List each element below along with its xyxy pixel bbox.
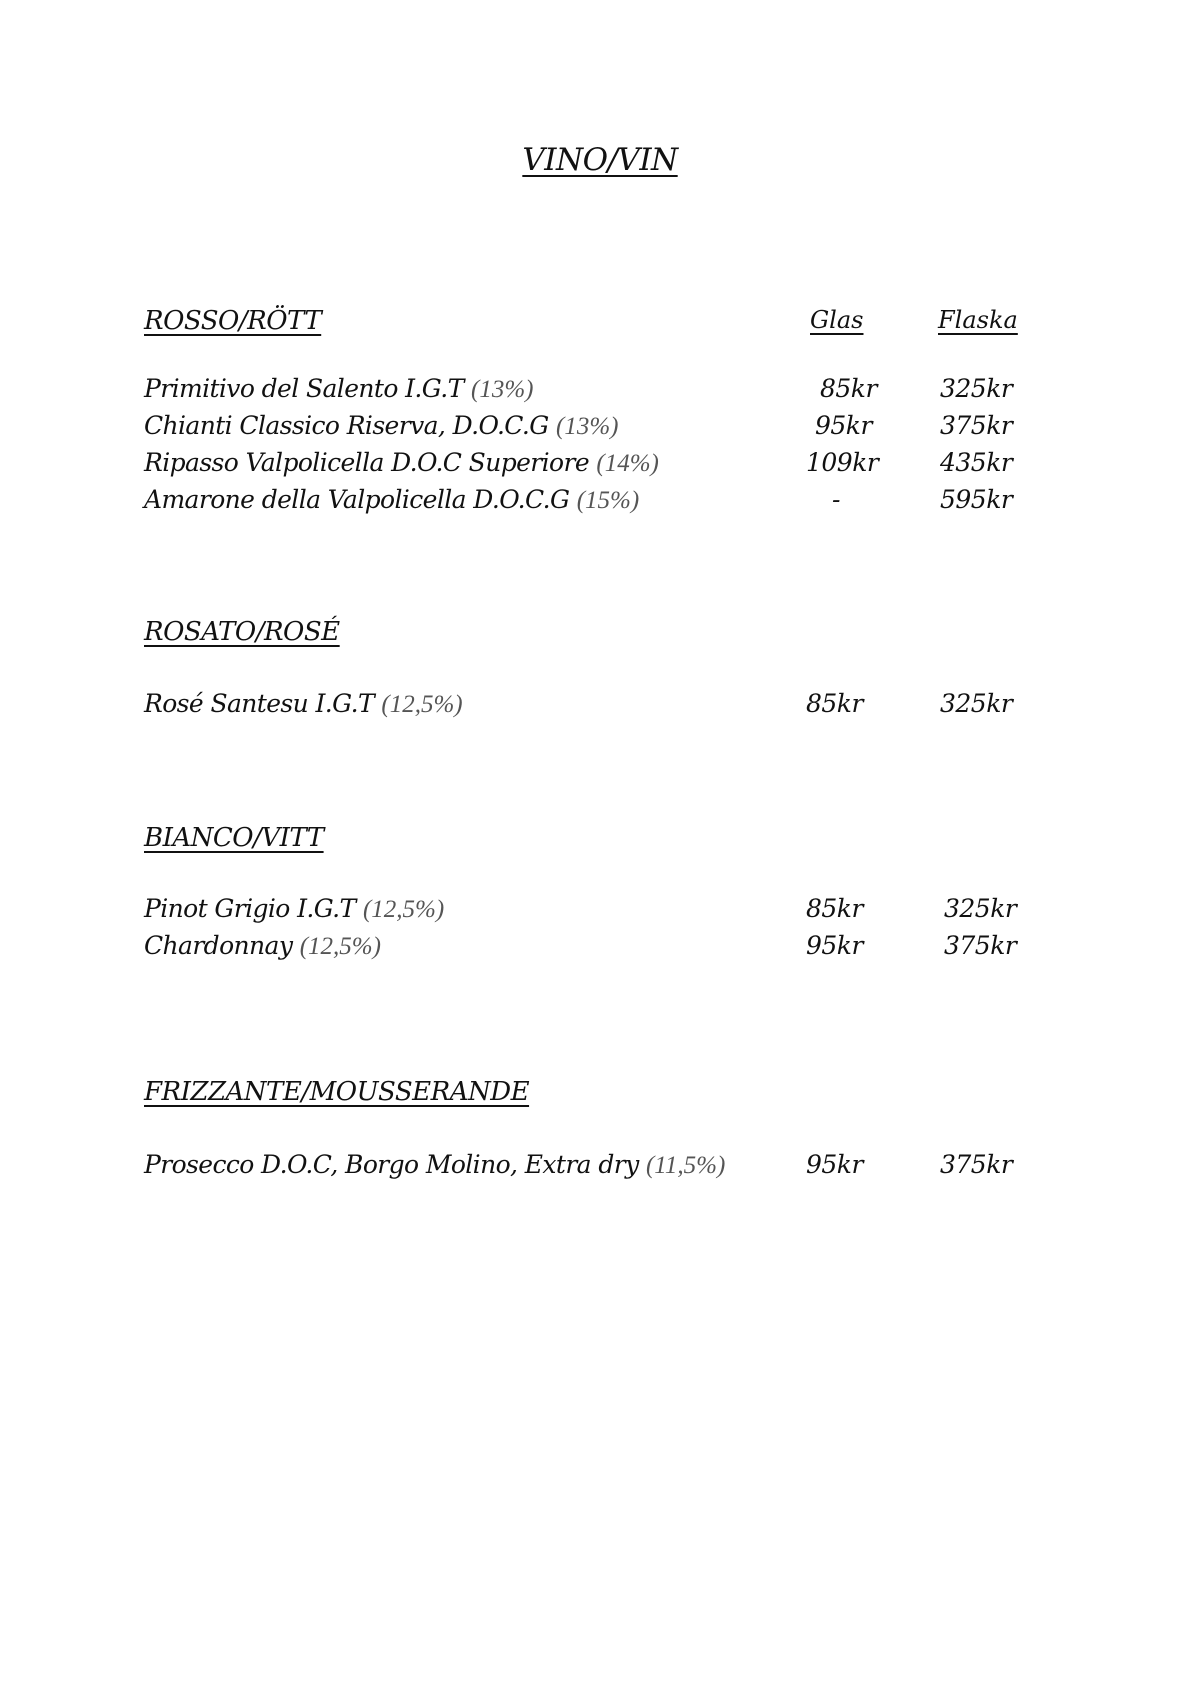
price-flaska: 595kr [940, 485, 1013, 514]
page-title: VINO/VIN [522, 142, 678, 178]
wine-row [0, 1147, 1200, 1183]
wine-name: Pinot Grigio I.G.T [144, 894, 363, 923]
price-glas: 95kr [806, 1150, 863, 1179]
column-header-flaska: Flaska [938, 306, 1018, 334]
wine-name: Primitivo del Salento I.G.T [144, 374, 472, 403]
wine-abv: (12,5%) [381, 691, 463, 718]
price-glas: 85kr [806, 689, 863, 718]
wine-abv: (13%) [471, 376, 534, 403]
price-glas: 95kr [815, 411, 872, 440]
wine-name-cell [144, 1147, 725, 1184]
price-flaska: 325kr [940, 689, 1013, 718]
price-flaska: 375kr [940, 1150, 1013, 1179]
price-glas: - [832, 485, 840, 514]
wine-name-cell [144, 371, 534, 408]
wine-abv: (14%) [596, 450, 659, 477]
wine-name-cell [144, 928, 381, 965]
wine-abv: (12,5%) [362, 896, 445, 923]
wine-row [0, 891, 1200, 927]
wine-name: Chianti Classico Riserva, D.O.C.G [144, 411, 556, 440]
price-flaska: 325kr [944, 894, 1017, 923]
wine-abv: (12,5%) [299, 933, 381, 960]
wine-name-cell [144, 891, 444, 928]
price-glas: 85kr [806, 894, 863, 923]
section-title-frizzante: FRIZZANTE/MOUSSERANDE [144, 1077, 530, 1107]
wine-name: Rosé Santesu I.G.T [144, 689, 382, 718]
wine-name: Amarone della Valpolicella D.O.C.G [144, 485, 577, 514]
section-title-rosato: ROSATO/ROSÉ [144, 617, 340, 647]
section-title-bianco: BIANCO/VITT [144, 823, 324, 853]
price-glas: 95kr [806, 931, 863, 960]
wine-row [0, 445, 1200, 481]
wine-name: Ripasso Valpolicella D.O.C Superiore [144, 448, 597, 477]
wine-name-cell [144, 686, 463, 723]
wine-name: Prosecco D.O.C, Borgo Molino, Extra dry [144, 1150, 646, 1179]
wine-name-cell [144, 445, 659, 482]
wine-row [0, 482, 1200, 518]
price-flaska: 325kr [940, 374, 1013, 403]
wine-name-cell [144, 482, 639, 519]
wine-row [0, 686, 1200, 722]
wine-abv: (15%) [576, 487, 640, 514]
wine-row [0, 928, 1200, 964]
price-glas: 109kr [806, 448, 879, 477]
price-flaska: 375kr [944, 931, 1017, 960]
wine-row [0, 408, 1200, 444]
section-title-rosso: ROSSO/RÖTT [144, 306, 322, 336]
price-glas: 85kr [820, 374, 877, 403]
wine-abv: (13%) [556, 413, 619, 440]
wine-name-cell [144, 408, 618, 445]
price-flaska: 435kr [940, 448, 1013, 477]
wine-name: Chardonnay [144, 931, 300, 960]
price-flaska: 375kr [940, 411, 1013, 440]
column-header-glas: Glas [810, 306, 864, 334]
wine-row [0, 371, 1200, 407]
wine-abv: (11,5%) [645, 1152, 726, 1179]
